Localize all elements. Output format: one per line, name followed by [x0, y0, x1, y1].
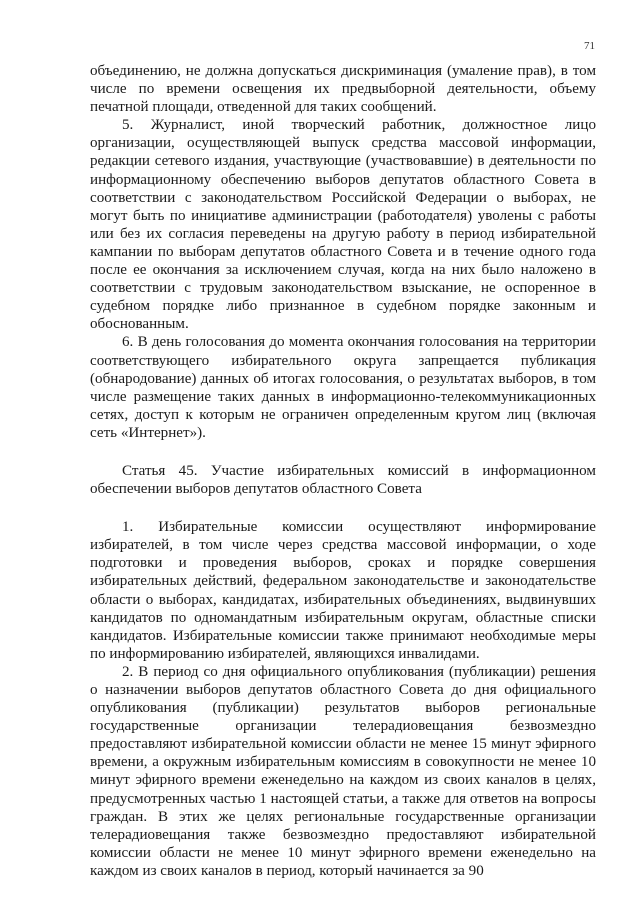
page-number: 71 [584, 40, 595, 52]
paragraph-6: 6. В день голосования до момента окончания голосования на территории соответствующего избирательного округа запрещается публикация (обнародование) данных об итогах голосования, о результатах выборов, в том числе размещение таких данных в информационно-телекоммуникационных сетях, доступ к которым не ограничен определенным кругом лиц (включая сеть «Интернет»). [90, 334, 596, 441]
article-45-paragraph-1: 1. Избирательные комиссии осуществляют информирование избирателей, в том числе через средства массовой информации, о ходе подготовки и проведения выборов, сроках и порядке совершения избирательных действий, федеральном законодательстве и законодательстве области о выборах, кандидатах, избирательных объединениях, выдвинувших кандидатов по одномандатным избирательным округам, областные списки кандидатов. Избирательные комиссии также принимают необходимые меры по информированию избирателей, являющихся инвалидами. [90, 519, 596, 662]
article-45-paragraph-2: 2. В период со дня официального опубликования (публикации) решения о назначении выборов депутатов областного Совета до дня официального опубликования (публикации) результатов выборов региональные государственные организации телерадиовещания безвозмездно предоставляют избирательной комиссии области не менее 15 минут эфирного времени, а окружным избирательным комиссиям в совокупности не менее 10 минут эфирного времени еженедельно на каждом из своих каналов в целях, предусмотренных частью 1 настоящей статьи, а также для ответов на вопросы граждан. В этих же целях региональные государственные организации телерадиовещания также безвозмездно предоставляют избирательной комиссии области не менее 10 минут эфирного времени еженедельно на каждом из своих каналов в период, который начинается за 90 [90, 663, 596, 879]
document-body [90, 62, 596, 880]
paragraph-continuation: объединению, не должна допускаться дискриминация (умаление прав), в том числе по времени освещения их предвыборной деятельности, объему печатной площади, отведенной для таких сообщений. [90, 63, 596, 116]
paragraph-5: 5. Журналист, иной творческий работник, должностное лицо организации, осуществляющей выпуск средства массовой информации, редакции сетевого издания, участвующие (участвовавшие) в деятельности по информационному обеспечению выборов депутатов областного Совета в соответствии с законодательством Российской Федерации о выборах, не могут быть по инициативе администрации (работодателя) уволены с работы или без их согласия переведены на другую работу в период избирательной кампании по выборам депутатов областного Совета и в течение одного года после ее окончания за исключением случая, когда на них было наложено в соответствии с трудовым законодательством взыскание, не оспоренное в судебном порядке либо признанное в судебном порядке законным и обоснованным. [90, 117, 596, 333]
article-45-heading: Статья 45. Участие избирательных комиссий в информационном обеспечении выборов депутатов областного Совета [90, 462, 596, 498]
